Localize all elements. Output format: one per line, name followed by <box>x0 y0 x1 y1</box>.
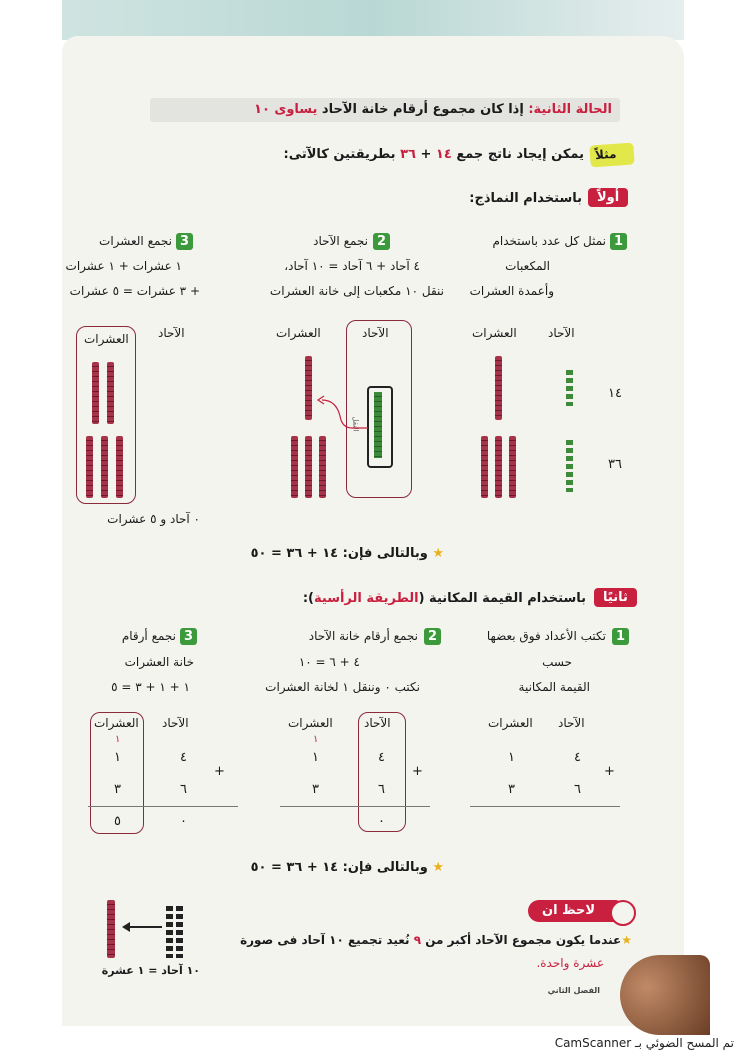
t3-col-units: الآحاد <box>162 716 189 730</box>
note-tens-rod <box>107 900 115 958</box>
example-text: يمكن إيجاد ناتج جمع ١٤ + ٣٦ بطريقتين كالآتى: <box>283 147 584 162</box>
m2-tens-rod <box>305 436 312 498</box>
note-line1: ★عندما يكون مجموع الآحاد أكبر من ٩ نُعيد تجميع ١٠ آحاد فى صورة <box>240 933 632 947</box>
second-title: باستخدام القيمة المكانية (الطريقة الرأسية): <box>302 591 586 606</box>
m1-col-units: الآحاد <box>548 326 575 340</box>
example-badge <box>589 142 634 167</box>
t1-tens-row2: ٣ <box>508 782 515 797</box>
step2-line3: ننقل ١٠ مكعبات إلى خانة العشرات <box>269 284 444 298</box>
m3-tens-rod <box>116 436 123 498</box>
textbook-page <box>62 36 684 1026</box>
arrow-left-icon <box>118 920 164 934</box>
step1-line3: وأعمدة العشرات <box>469 284 554 298</box>
t3-carry: ١ <box>115 734 121 745</box>
v-step2-badge: 2 <box>424 628 441 645</box>
first-label: أولاً <box>588 188 628 207</box>
step2-badge: 2 <box>373 233 390 250</box>
m2-col-units: الآحاد <box>362 326 389 340</box>
case-equal: يساوى ١٠ <box>254 102 318 117</box>
example-num2: ٣٦ <box>400 147 416 162</box>
t2-col-tens: العشرات <box>288 716 333 730</box>
m3-col-units: الآحاد <box>158 326 185 340</box>
note-equation: ١٠ آحاد = ١ عشرة <box>101 964 200 977</box>
star-icon: ★ <box>432 860 444 875</box>
t1-col-units: الآحاد <box>558 716 585 730</box>
m2-grouped-ten-cubes <box>374 392 382 458</box>
star-icon: ★ <box>621 933 632 947</box>
t2-carry: ١ <box>313 734 319 745</box>
v-step1-line1: تكتب الأعداد فوق بعضها <box>486 629 606 643</box>
m3-tens-rod <box>107 362 114 424</box>
t2-col-units: الآحاد <box>364 716 391 730</box>
t2-plus-sign: + <box>412 764 423 779</box>
t1-units-row1: ٤ <box>574 750 581 765</box>
step3-line1: نجمع العشرات <box>99 234 172 248</box>
m3-tens-rod <box>86 436 93 498</box>
example-badge-label: مثلاً <box>594 146 617 163</box>
v-step2-line2: ٤ + ٦ = ١٠ <box>298 655 360 669</box>
first-conclusion: ★ وبالتالى فإن: ١٤ + ٣٦ = ٥٠ <box>250 546 444 561</box>
t2-tens-row1: ١ <box>312 750 319 765</box>
m1-tens-rod <box>509 436 516 498</box>
first-title: باستخدام النماذج: <box>469 191 582 206</box>
m1-units-cubes-4 <box>566 370 573 406</box>
v-step1-badge: 1 <box>612 628 629 645</box>
step3-badge: 3 <box>176 233 193 250</box>
t3-sum-line <box>88 806 238 807</box>
page-top-background <box>62 0 684 40</box>
t1-sum-line <box>470 806 620 807</box>
m1-tens-rod <box>481 436 488 498</box>
t1-col-tens: العشرات <box>488 716 533 730</box>
case-prefix: الحالة الثانية: <box>528 102 612 117</box>
v-step1-line3: القيمة المكانية <box>518 680 590 694</box>
scanner-watermark: تم المسح الضوئي بـ CamScanner <box>554 1036 734 1050</box>
m3-tens-rod <box>92 362 99 424</box>
t2-result-units: ٠ <box>378 814 385 829</box>
m2-tens-rod <box>319 436 326 498</box>
step1-line1: نمثل كل عدد باستخدام <box>492 234 606 248</box>
m1-col-tens: العشرات <box>472 326 517 340</box>
step2-line2: ٤ آحاد + ٦ آحاد = ١٠ آحاد، <box>284 259 420 273</box>
transfer-label: النقل <box>351 416 360 432</box>
v-step2-line1: نجمع أرقام خانة الآحاد <box>308 629 418 643</box>
m1-units-cubes-6 <box>566 440 573 492</box>
v-step1-line2: حسب <box>542 655 572 669</box>
t3-col-tens: العشرات <box>94 716 139 730</box>
t3-result-units: ٠ <box>180 814 187 829</box>
t1-plus-sign: + <box>604 764 615 779</box>
case-text: إذا كان مجموع أرقام خانة الآحاد <box>317 102 529 117</box>
t2-units-row2: ٦ <box>378 782 385 797</box>
m3-col-tens: العشرات <box>84 332 129 346</box>
t2-tens-row2: ٣ <box>312 782 319 797</box>
t3-result-tens: ٥ <box>114 814 121 829</box>
note-label: لاحظ ان <box>542 903 596 918</box>
step2-line1: نجمع الآحاد <box>313 234 368 248</box>
v-step3-line2: خانة العشرات <box>124 655 194 669</box>
note-unit-cubes <box>176 906 183 958</box>
chapter-label: الفصل الثاني <box>547 986 600 995</box>
m2-col-tens: العشرات <box>276 326 321 340</box>
t2-sum-line <box>280 806 430 807</box>
m2-tens-rod <box>291 436 298 498</box>
t1-tens-row1: ١ <box>508 750 515 765</box>
v-step3-line3: ١ + ١ + ٣ = ٥ <box>111 680 190 694</box>
t2-units-row1: ٤ <box>378 750 385 765</box>
m3-tens-rod <box>101 436 108 498</box>
v-step2-line3: نكتب ٠ وننقل ١ لخانة العشرات <box>265 680 420 694</box>
transfer-arrow-icon <box>312 392 372 432</box>
row1-number: ١٤ <box>608 386 622 401</box>
step1-line2: المكعبات <box>505 259 550 273</box>
note-line2: عشرة واحدة. <box>536 956 604 970</box>
m1-tens-rod <box>495 356 502 420</box>
second-label: ثانيًا <box>594 588 637 607</box>
step3-line3: + ٣ عشرات = ٥ عشرات <box>69 284 200 298</box>
note-clock-icon <box>610 900 636 926</box>
t1-units-row2: ٦ <box>574 782 581 797</box>
v-step3-badge: 3 <box>180 628 197 645</box>
m2-tens-rod <box>305 356 312 420</box>
example-num1: ١٤ <box>435 147 452 162</box>
step1-badge: 1 <box>610 233 627 250</box>
star-icon: ★ <box>432 546 444 561</box>
case-header <box>150 98 620 122</box>
second-conclusion: ★ وبالتالى فإن: ١٤ + ٣٦ = ٥٠ <box>250 860 444 875</box>
note-unit-cubes <box>166 906 173 958</box>
t3-plus-sign: + <box>214 764 225 779</box>
t3-units-row1: ٤ <box>180 750 187 765</box>
t3-tens-row2: ٣ <box>114 782 121 797</box>
result-caption: ٠ آحاد و ٥ عشرات <box>107 512 200 526</box>
t3-units-row2: ٦ <box>180 782 187 797</box>
v-step3-line1: نجمع أرقام <box>121 629 176 643</box>
t3-tens-row1: ١ <box>114 750 121 765</box>
thumb-photo <box>620 955 710 1035</box>
m1-tens-rod <box>495 436 502 498</box>
step3-line2: ١ عشرات + ١ عشرات <box>65 259 182 273</box>
row2-number: ٣٦ <box>608 457 622 472</box>
